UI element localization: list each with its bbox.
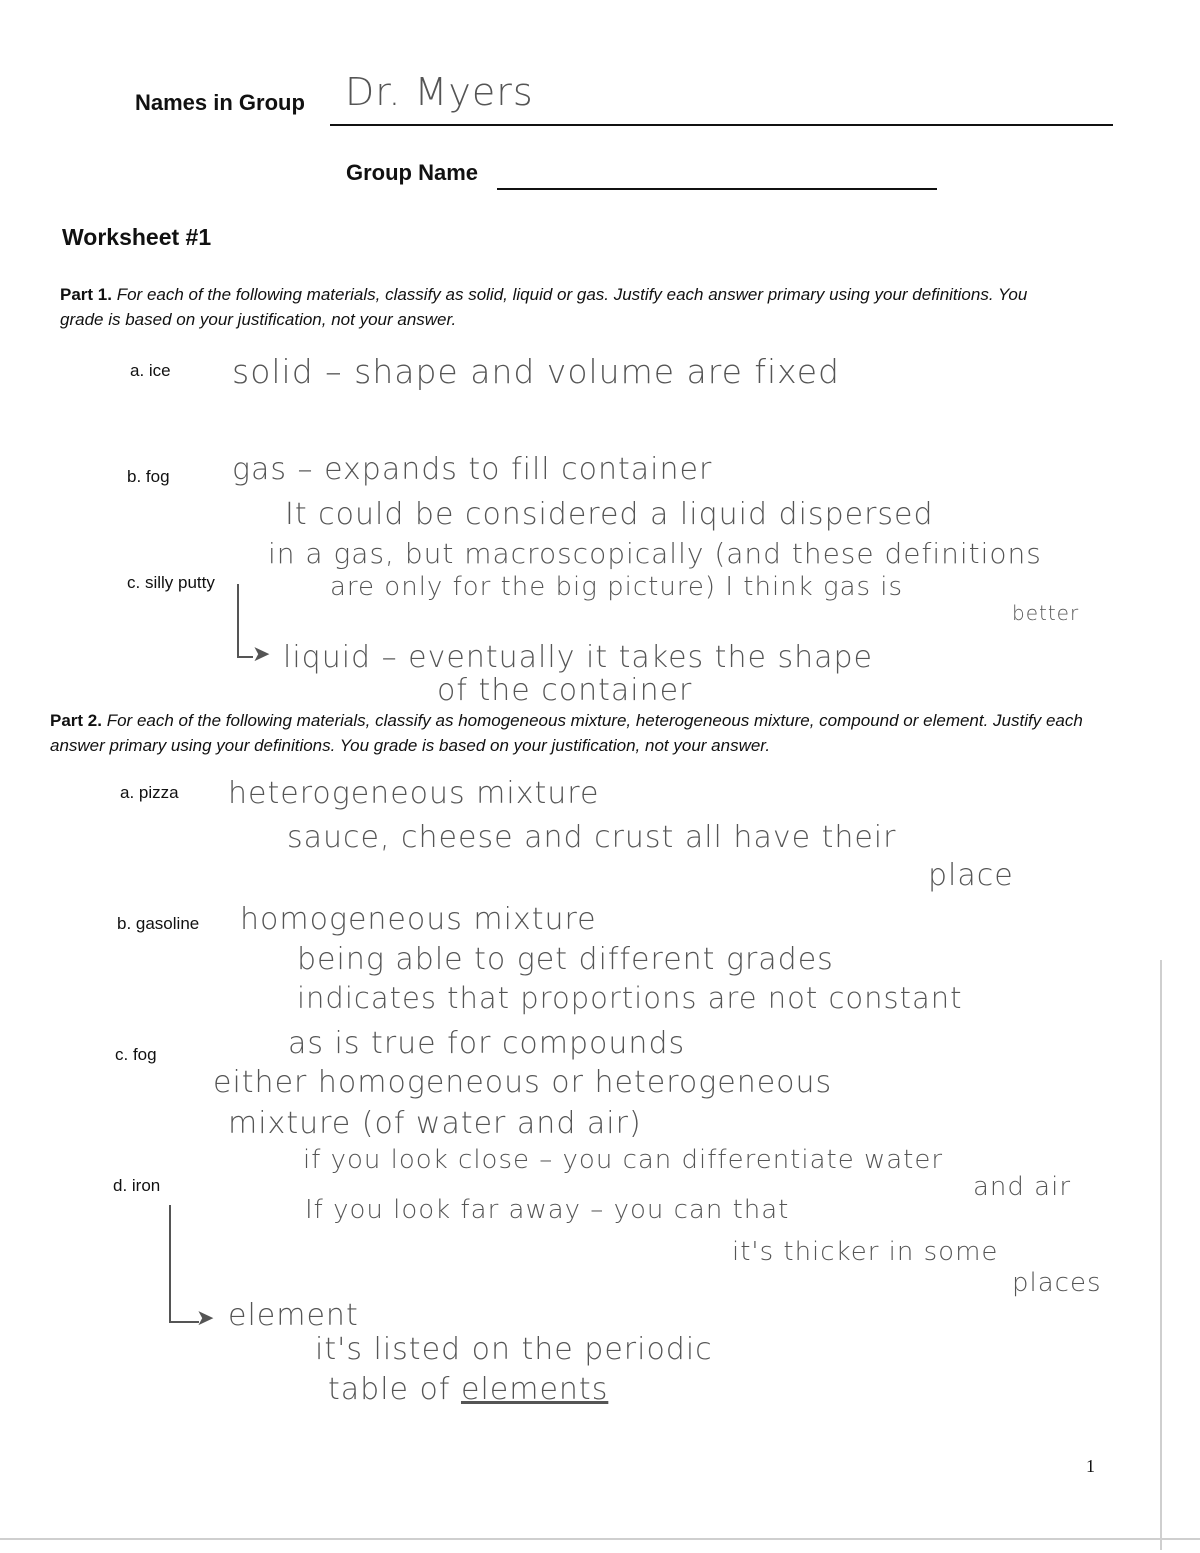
group-name-label: Group Name xyxy=(346,160,479,185)
part2-instructions xyxy=(50,708,1130,758)
answer-iron-line-3-text: table of xyxy=(328,1372,451,1407)
answer-fog-line-3: in a gas, but macroscopically (and these definitions xyxy=(268,537,1042,570)
part2-item-fog: c. fog xyxy=(115,1045,157,1064)
silly-putty-arrow xyxy=(237,584,253,658)
part2-heading: Part 2. xyxy=(50,711,102,730)
answer-fog2-line-1: either homogeneous or heterogeneous xyxy=(213,1065,833,1100)
answer-gasoline-line-2: being able to get different grades xyxy=(297,942,834,977)
answer-fog2-line-4: and air xyxy=(973,1172,1072,1202)
names-in-group-line[interactable] xyxy=(330,124,1113,126)
answer-iron-line-2: it's listed on the periodic xyxy=(315,1332,713,1367)
answer-gasoline-line-1: homogeneous mixture xyxy=(240,902,597,937)
part1-item-silly-putty: c. silly putty xyxy=(127,573,215,592)
answer-pizza-line-2: sauce, cheese and crust all have their xyxy=(287,820,897,855)
answer-iron-line-3-underlined: elements xyxy=(460,1372,609,1407)
page-number: 1 xyxy=(1086,1456,1095,1476)
names-in-group-label: Names in Group xyxy=(135,90,305,115)
part1-instructions xyxy=(60,282,1070,332)
part1-heading: Part 1. xyxy=(60,285,112,304)
answer-iron-line-3 xyxy=(328,1372,608,1407)
answer-gasoline-line-4: as is true for compounds xyxy=(288,1026,686,1061)
part2-item-gasoline: b. gasoline xyxy=(117,914,200,933)
answer-fog-line-5: better xyxy=(1012,601,1080,625)
part1-instructions-text: For each of the following materials, classify as solid, liquid or gas. Justify each answer primary using your definitions. You grade is based on your justification, not your answer. xyxy=(60,285,1028,329)
arrow-head-icon: ➤ xyxy=(252,642,272,667)
answer-fog2-line-3: if you look close – you can differentiate water xyxy=(303,1145,944,1175)
part2-item-pizza: a. pizza xyxy=(120,783,179,802)
answer-pizza-line-3: place xyxy=(928,858,1014,893)
answer-fog2-line-5: If you look far away – you can that xyxy=(305,1195,790,1225)
answer-ice: solid – shape and volume are fixed xyxy=(232,352,840,391)
worksheet-title: Worksheet #1 xyxy=(62,224,212,250)
answer-putty-line-1: liquid – eventually it takes the shape xyxy=(283,640,873,675)
answer-fog-line-2: It could be considered a liquid dispersed xyxy=(285,497,934,532)
arrow-head-icon: ➤ xyxy=(196,1306,216,1331)
answer-fog-line-4: are only for the big picture) I think gas is xyxy=(330,572,904,602)
scan-edge-right xyxy=(1160,960,1162,1550)
part2-item-iron: d. iron xyxy=(113,1176,161,1195)
part1-item-ice: a. ice xyxy=(130,361,171,380)
part1-item-fog: b. fog xyxy=(127,467,170,486)
answer-pizza-line-1: heterogeneous mixture xyxy=(228,776,600,811)
answer-iron-line-1: element xyxy=(228,1298,359,1333)
answer-gasoline-line-3: indicates that proportions are not constant xyxy=(297,981,963,1015)
answer-putty-line-2: of the container xyxy=(437,673,693,708)
names-in-group-value: Dr. Myers xyxy=(345,70,534,114)
part2-instructions-text: For each of the following materials, classify as homogeneous mixture, heterogeneous mixture, compound or element. Justify each answer primary using your definitions. You grade is based on your justification, not your answer. xyxy=(50,711,1083,755)
group-name-line[interactable] xyxy=(497,188,937,190)
iron-arrow xyxy=(169,1205,199,1323)
scan-edge-bottom xyxy=(0,1538,1200,1540)
answer-fog2-line-7: places xyxy=(1012,1268,1102,1298)
answer-fog2-line-6: it's thicker in some xyxy=(732,1237,999,1267)
answer-fog2-line-2: mixture (of water and air) xyxy=(228,1106,642,1141)
answer-fog-line-1: gas – expands to fill container xyxy=(232,452,713,487)
